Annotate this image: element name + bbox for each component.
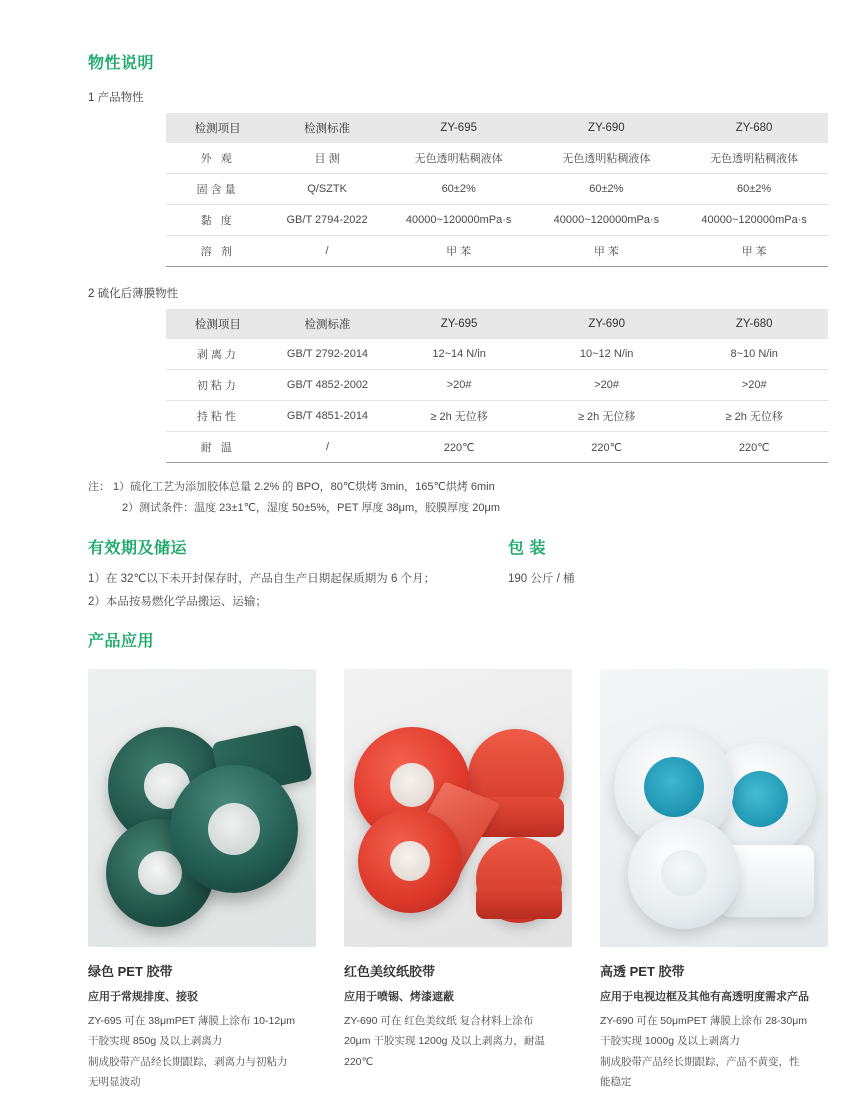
table1-r0-c1: 目 测 (269, 143, 384, 174)
product-desc-line: 制成胶带产品经长期跟踪，产品不黄变，性 (600, 1055, 800, 1068)
table1-r0-c3: 无色透明粘稠液体 (533, 143, 681, 174)
packaging-block (508, 535, 808, 614)
table2-r1-c2: >20# (385, 370, 533, 401)
table1-r3-c0: 溶 剂 (166, 236, 269, 267)
table2-r1-c3: >20# (533, 370, 681, 401)
table-row (166, 205, 828, 236)
note-line-1: 注： 1）硫化工艺为添加胶体总量 2.2% 的 BPO，80℃烘烤 3min，165℃烘烤 6min (88, 481, 495, 493)
table2-r2-c4: ≥ 2h 无位移 (680, 401, 828, 432)
table2-r2-c0: 持粘性 (166, 401, 270, 432)
product-subtitle: 应用于常规排度、接驳 (88, 990, 198, 1003)
table1-r0-c2: 无色透明粘稠液体 (385, 143, 533, 174)
table1-r2-c2: 40000~120000mPa·s (385, 205, 533, 236)
table2-r2-c1: GB/T 4851-2014 (270, 401, 386, 432)
table2-r3-c3: 220℃ (533, 432, 681, 463)
table2-r2-c3: ≥ 2h 无位移 (533, 401, 681, 432)
table2-r3-c1: / (270, 432, 386, 463)
table2-header-3: ZY-690 (533, 309, 681, 339)
table1-wrapper (88, 113, 828, 267)
table2-r3-c4: 220℃ (680, 432, 828, 463)
section-title-packaging: 包 装 (508, 539, 546, 557)
packaging-value: 190 公斤 / 桶 (508, 572, 575, 585)
green-pet-tape-photo (88, 669, 316, 947)
table1-r1-c3: 60±2% (533, 174, 681, 205)
table2-wrapper (88, 309, 828, 463)
table-header-row (166, 309, 828, 339)
table2-r0-c2: 12~14 N/in (385, 339, 533, 370)
table1-r2-c1: GB/T 2794-2022 (269, 205, 384, 236)
product-properties-table (166, 113, 828, 267)
table1-r3-c3: 甲 苯 (533, 236, 681, 267)
table1-r1-c4: 60±2% (680, 174, 828, 205)
table2-r0-c1: GB/T 2792-2014 (270, 339, 386, 370)
shelf-life-block (88, 535, 508, 614)
product-card-clear-pet (600, 669, 828, 1093)
table1-header-0: 检测项目 (166, 113, 269, 143)
table-notes (88, 477, 828, 519)
table2-r3-c2: 220℃ (385, 432, 533, 463)
table2-r0-c0: 剥离力 (166, 339, 270, 370)
clear-pet-tape-photo (600, 669, 828, 947)
product-desc-line: ZY-690 可在 红色美纹纸 复合材料上涂布 (344, 1014, 534, 1027)
table2-caption: 2 硫化后薄膜物性 (88, 288, 179, 300)
shelf-life-item-1: 1）在 32℃以下未开封保存时，产品自生产日期起保质期为 6 个月； (88, 572, 436, 585)
product-desc-line: ZY-695 可在 38μmPET 薄膜上涂布 10-12μm (88, 1014, 295, 1027)
table1-r3-c2: 甲 苯 (385, 236, 533, 267)
product-card-red-masking (344, 669, 572, 1093)
shelf-life-list (88, 568, 508, 614)
table2-header-1: 检测标准 (270, 309, 386, 339)
product-description (88, 1011, 316, 1093)
table1-r1-c2: 60±2% (385, 174, 533, 205)
table-row (166, 143, 828, 174)
table-row (166, 401, 828, 432)
section-title-shelf-life: 有效期及储运 (88, 539, 188, 557)
table1-r0-c0: 外 观 (166, 143, 269, 174)
table2-r1-c1: GB/T 4852-2002 (270, 370, 386, 401)
product-desc-line: 220℃ (344, 1055, 374, 1068)
table2-r3-c0: 耐 温 (166, 432, 270, 463)
product-desc-line: 无明显波动 (88, 1076, 141, 1089)
product-subtitle: 应用于电视边框及其他有高透明度需求产品 (600, 990, 809, 1003)
table1-r1-c1: Q/SZTK (269, 174, 384, 205)
table-row (166, 236, 828, 267)
tape-roll-shape (628, 817, 740, 929)
product-description (344, 1011, 572, 1072)
product-desc-line: 能稳定 (600, 1076, 632, 1089)
product-desc-line: 制成胶带产品经长期跟踪，剥离力与初粘力 (88, 1055, 288, 1068)
table2-r0-c4: 8~10 N/in (680, 339, 828, 370)
table1-r3-c4: 甲 苯 (680, 236, 828, 267)
product-title: 高透 PET 胶带 (600, 963, 685, 979)
table1-r2-c0: 黏 度 (166, 205, 269, 236)
tape-roll-shape (476, 885, 562, 919)
table1-header-2: ZY-695 (385, 113, 533, 143)
tape-roll-shape (170, 765, 298, 893)
table2-header-0: 检测项目 (166, 309, 270, 339)
product-desc-line: 干胶实现 1000g 及以上剥离力 (600, 1035, 741, 1048)
table2-header-4: ZY-680 (680, 309, 828, 339)
shelf-life-and-packaging (88, 535, 828, 614)
product-subtitle: 应用于喷锡、烤漆遮蔽 (344, 990, 454, 1003)
table1-header-1: 检测标准 (269, 113, 384, 143)
page-title-physical-properties: 物性说明 (88, 55, 155, 72)
product-card-green-pet (88, 669, 316, 1093)
product-cards (88, 669, 828, 1093)
table2-header-2: ZY-695 (385, 309, 533, 339)
table1-r2-c4: 40000~120000mPa·s (680, 205, 828, 236)
section-title-application: 产品应用 (88, 632, 155, 650)
cured-film-properties-table (166, 309, 828, 463)
product-desc-line: ZY-690 可在 50μmPET 薄膜上涂布 28-30μm (600, 1014, 807, 1027)
product-title: 绿色 PET 胶带 (88, 963, 173, 979)
table1-r3-c1: / (269, 236, 384, 267)
table2-r2-c2: ≥ 2h 无位移 (385, 401, 533, 432)
red-masking-tape-photo (344, 669, 572, 947)
table2-r0-c3: 10~12 N/in (533, 339, 681, 370)
table1-header-4: ZY-680 (680, 113, 828, 143)
product-description (600, 1011, 828, 1093)
table2-r1-c4: >20# (680, 370, 828, 401)
table-row (166, 370, 828, 401)
table1-r2-c3: 40000~120000mPa·s (533, 205, 681, 236)
table1-header-3: ZY-690 (533, 113, 681, 143)
product-title: 红色美纹纸胶带 (344, 963, 436, 979)
table2-r1-c0: 初粘力 (166, 370, 270, 401)
product-desc-line: 20μm 干胶实现 1200g 及以上剥离力，耐温 (344, 1035, 545, 1048)
table-row (166, 174, 828, 205)
table1-r0-c4: 无色透明粘稠液体 (680, 143, 828, 174)
table-row (166, 432, 828, 463)
product-desc-line: 干胶实现 850g 及以上剥离力 (88, 1035, 223, 1048)
table1-caption: 1 产品物性 (88, 92, 144, 104)
tape-roll-shape (358, 809, 462, 913)
table-header-row (166, 113, 828, 143)
table1-r1-c0: 固含量 (166, 174, 269, 205)
shelf-life-item-2: 2）本品按易燃化学品搬运、运输； (88, 595, 267, 608)
note-line-2: 2）测试条件：温度 23±1℃，湿度 50±5%，PET 厚度 38μm，胶膜厚度 20μm (122, 501, 500, 514)
table-row (166, 339, 828, 370)
document-content (88, 0, 828, 1093)
